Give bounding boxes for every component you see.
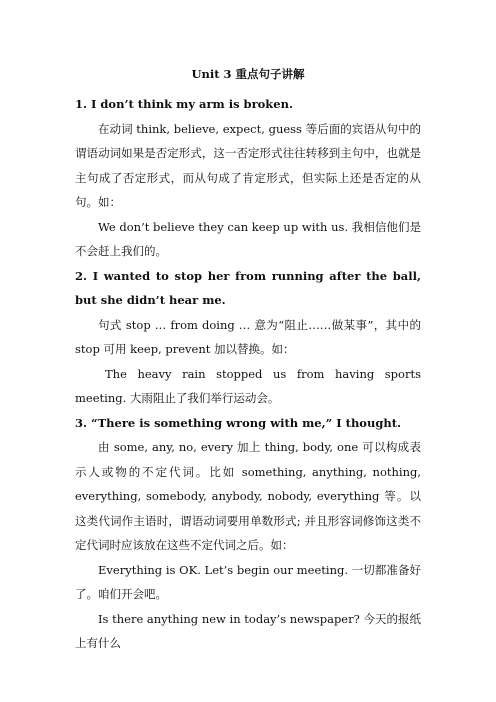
section-2-heading: 2. I wanted to stop her from running after the ball, but she didn’t hear me. [75, 268, 421, 307]
section-3-example-2: Is there anything new in today’s newspaper? 今天的报纸上有什么 [75, 611, 421, 650]
section-1-heading: 1. I don’t think my arm is broken. [75, 97, 293, 111]
section-2-explanation: 句式 stop … from doing … 意为“阻止……做某事”，其中的 stop 可用 keep, prevent 加以替换。如： [75, 317, 421, 356]
document-body [75, 92, 421, 656]
section-3-explanation: 由 some, any, no, every 加上 thing, body, one 可以构成表示人或物的不定代词。比如 something, anything, nothing, everything, somebody, anybody, nobody, everything 等。以这类代词作主语时，谓语动词要用单数形式; 并且形容词修饰这类不定代词时应该放在这些不定代词之后。如： [75, 440, 421, 552]
section-3-example-1: Everything is OK. Let’s begin our meeting. 一切都准备好了。咱们开会吧。 [75, 562, 421, 601]
page-title: Unit 3 重点句子讲解 [191, 67, 305, 81]
section-1-explanation: 在动词 think, believe, expect, guess 等后面的宾语从句中的谓语动词如果是否定形式，这一否定形式往往转移到主句中，也就是主句成了否定形式，而从句成了肯定形式，但实际上还是否定的从句。如： [75, 121, 421, 209]
section-2-example: The heavy rain stopped us from having sports meeting. 大雨阻止了我们举行运动会。 [75, 366, 421, 405]
section-3-heading: 3. “There is something wrong with me,” I thought. [75, 415, 402, 430]
section-1-example: We don’t believe they can keep up with us. 我相信他们是不会赶上我们的。 [75, 219, 421, 258]
